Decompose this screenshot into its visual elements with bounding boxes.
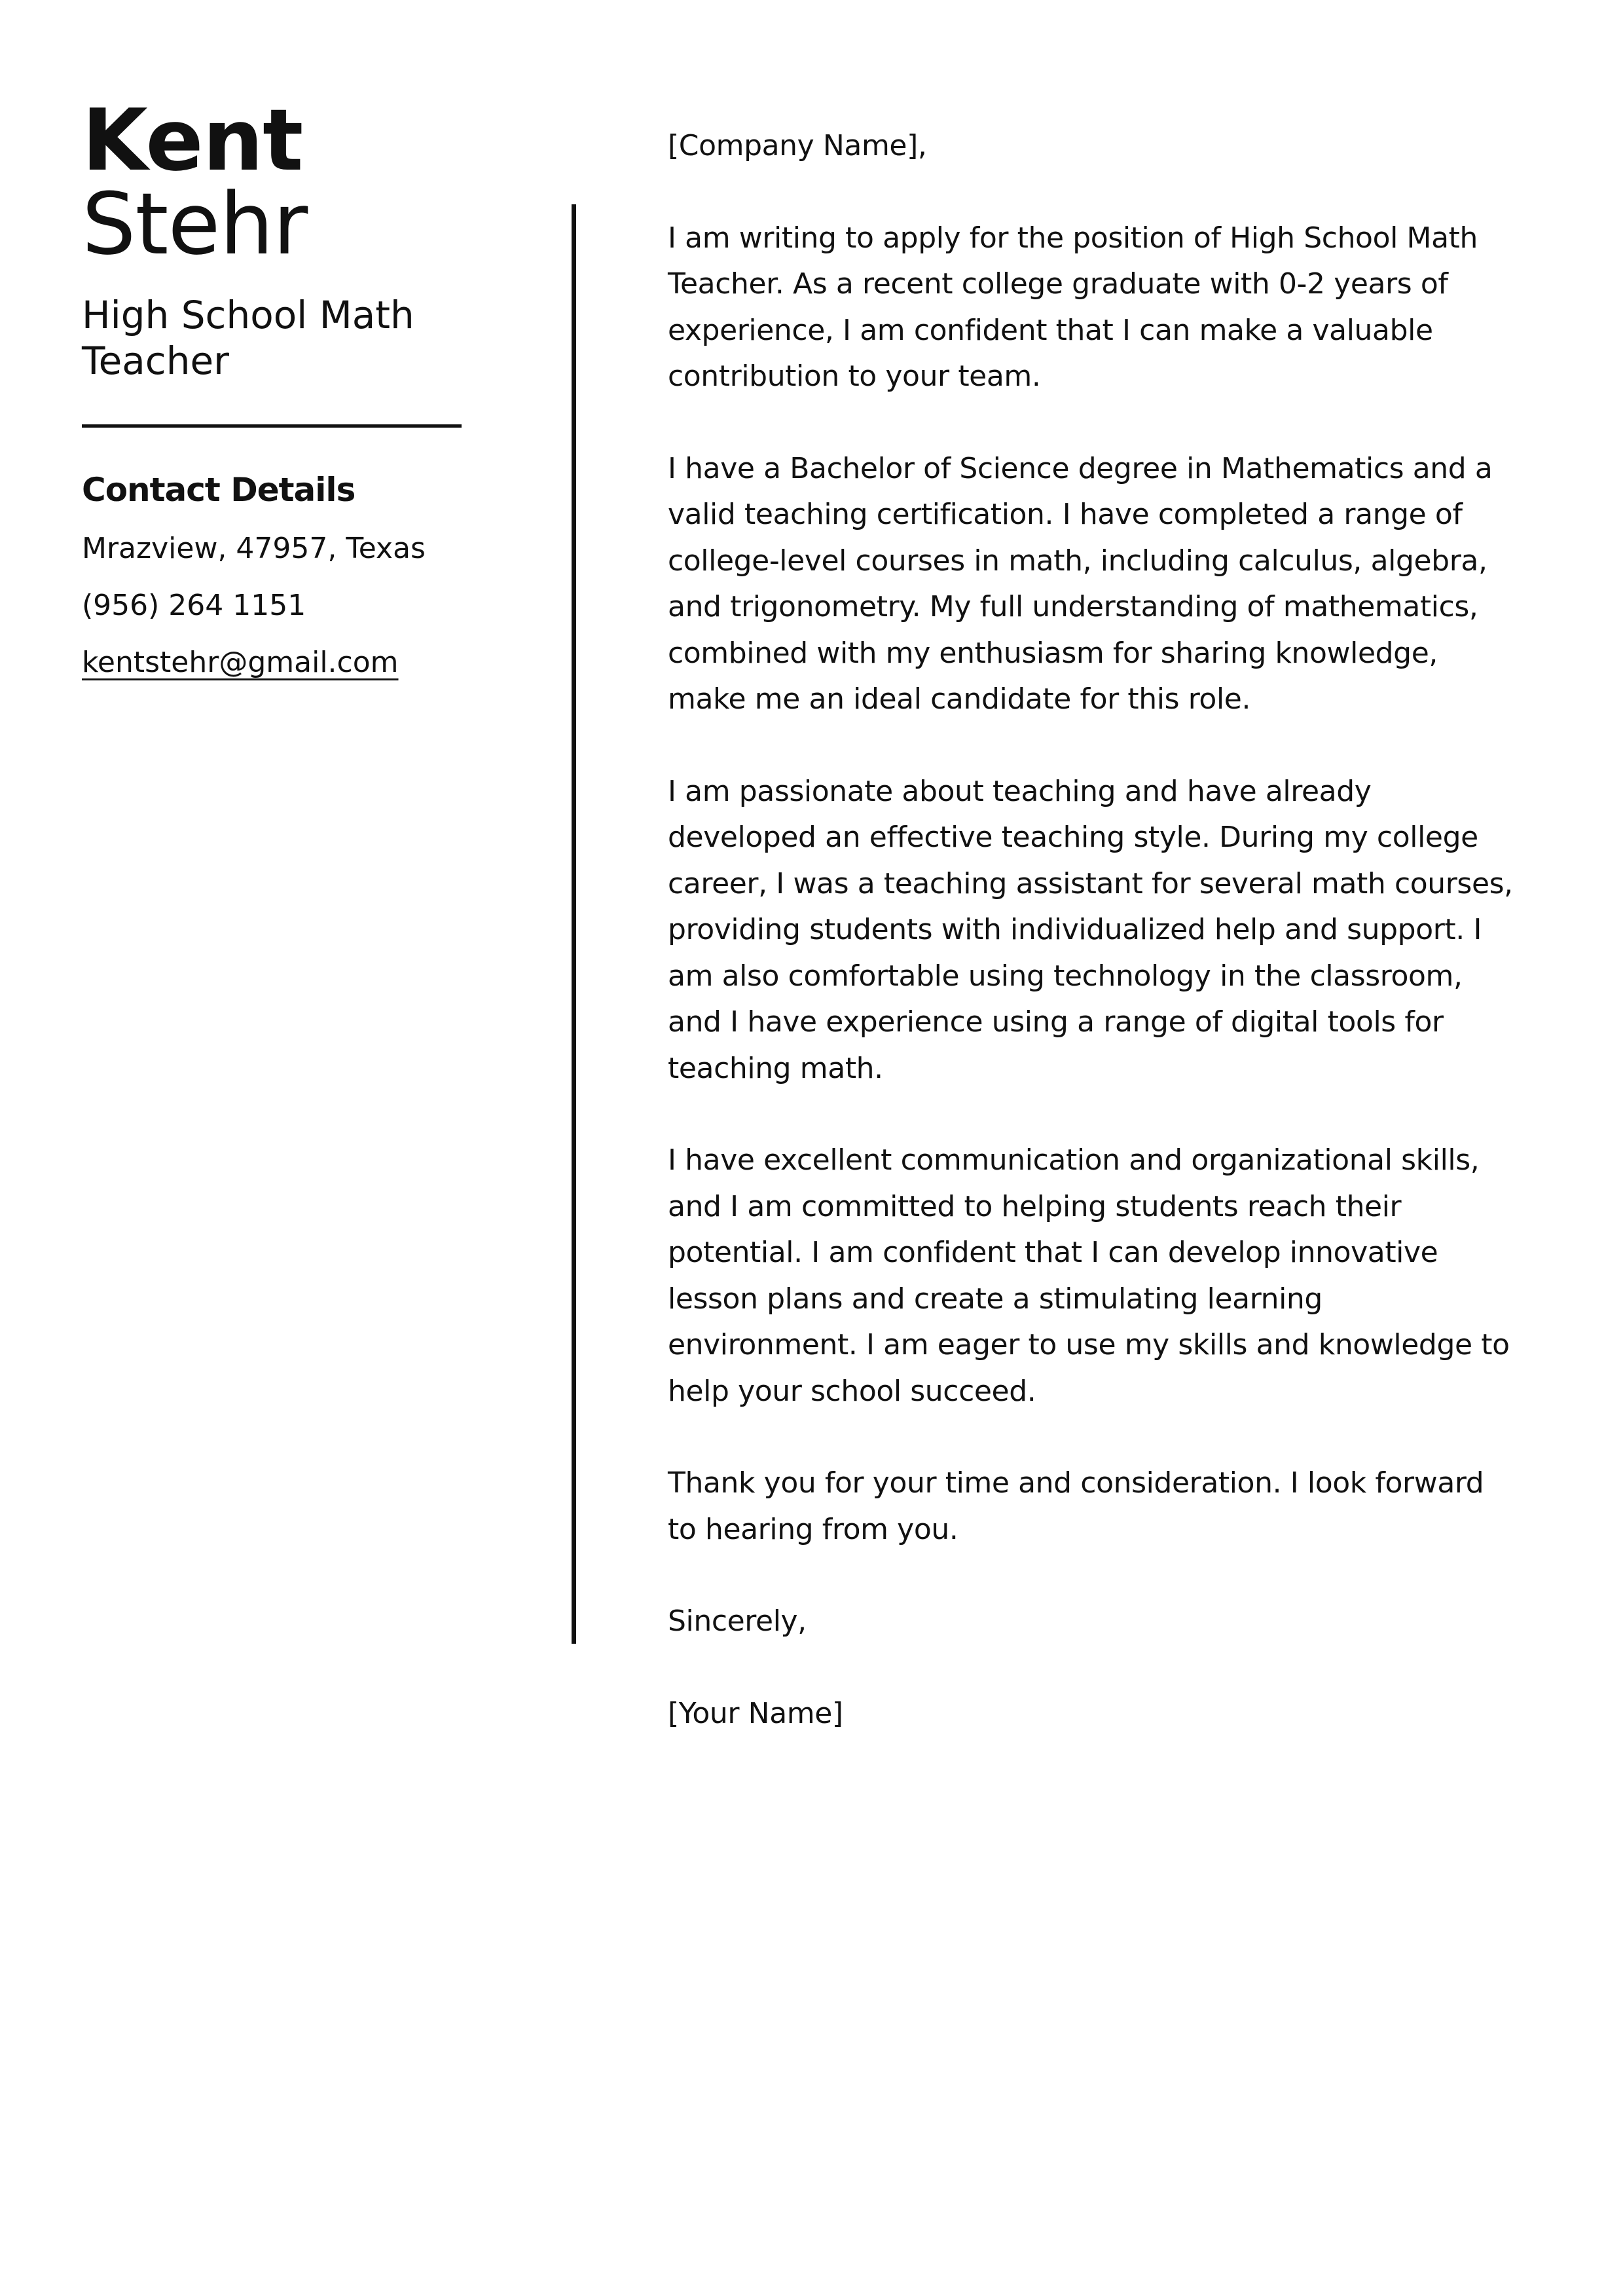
first-name: Kent: [82, 90, 303, 190]
job-title: High School Math Teacher: [82, 293, 414, 383]
contact-heading: Contact Details: [82, 471, 356, 509]
candidate-name: [82, 90, 462, 274]
letter-body: [668, 123, 1519, 1737]
letter-paragraph: I am writing to apply for the position of High School Math Teacher. As a recent college graduate with 0-2 years of experience, I am confident that I can make a valuable contribution to your team.: [668, 221, 1478, 393]
contact-email-line: [82, 643, 462, 682]
sidebar-divider: [82, 424, 462, 428]
last-name: Stehr: [82, 174, 308, 274]
letter-salutation: [Company Name],: [668, 129, 927, 162]
letter-paragraph: I have a Bachelor of Science degree in Mathematics and a valid teaching certification. I have completed a range of college-level courses in math, including calculus, algebra, and trigonometry. My full understanding of mathematics, combined with my enthusiasm for sharing knowledge, make me an ideal candidate for this role.: [668, 451, 1493, 716]
contact-email-link[interactable]: kentstehr@gmail.com: [82, 646, 399, 679]
sidebar: [82, 90, 462, 682]
letter-signature: [Your Name]: [668, 1696, 843, 1730]
letter-paragraph: I have excellent communication and organizational skills, and I am committed to helping students reach their potential. I am confident that I can develop innovative lesson plans and create a stimulating learning environment. I am eager to use my skills and knowledge to help your school succeed.: [668, 1143, 1510, 1408]
vertical-divider: [572, 204, 576, 1644]
letter-paragraph: Thank you for your time and consideration. I look forward to hearing from you.: [668, 1466, 1484, 1546]
contact-address: Mrazview, 47957, Texas: [82, 532, 426, 565]
contact-phone: (956) 264 1151: [82, 589, 306, 622]
letter-paragraph: I am passionate about teaching and have already developed an effective teaching style. During my college career, I was a teaching assistant for several math courses, providing students with individualized help and support. I am also comfortable using technology in the classroom, and I have experience using a range of digital tools for teaching math.: [668, 774, 1513, 1085]
letter-closing: Sincerely,: [668, 1604, 807, 1638]
